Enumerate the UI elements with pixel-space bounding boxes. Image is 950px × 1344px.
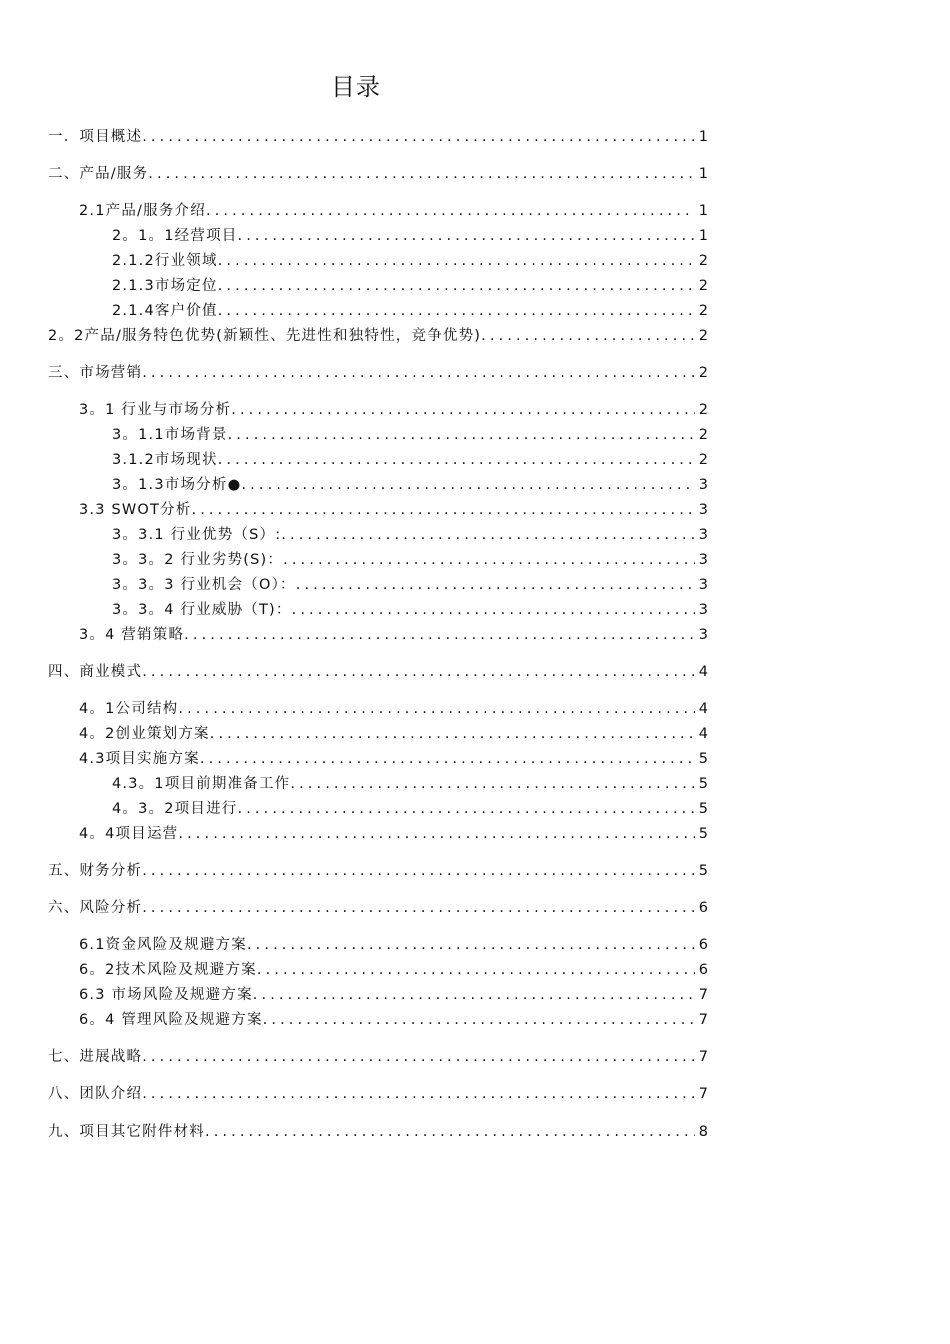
toc-page-number: 1 [698,203,708,219]
toc-entry[interactable] [79,698,708,720]
toc-leader [283,549,695,571]
toc-entry-text: 3。4 营销策略 [79,627,185,643]
toc-entry[interactable] [48,1083,708,1105]
toc-page-number: 3 [698,477,708,493]
toc-entry-text: 3。3。3 行业机会（O）： [112,577,296,593]
toc-entry[interactable] [79,748,708,770]
toc-page-number: 7 [698,987,708,1003]
toc-page-number: 7 [698,1086,708,1102]
toc-entry-text: 6.3 市场风险及规避方案 [79,987,253,1003]
toc-entry-text: 3。1.1市场背景 [112,427,228,443]
toc-entry-text: 4。1公司结构 [79,701,179,717]
toc-entry[interactable] [48,362,708,384]
toc-entry[interactable] [112,524,708,546]
toc-entry-text: 2。1。1经营项目 [112,228,238,244]
toc-title: 目录 [331,73,381,101]
toc-entry[interactable] [79,200,708,222]
toc-page-number: 7 [698,1049,708,1065]
toc-leader [205,1121,695,1143]
toc-page-number: 7 [698,1012,708,1028]
toc-entry[interactable] [48,126,708,148]
toc-leader [237,225,694,247]
toc-page-number: 2 [698,402,708,418]
toc-entry[interactable] [48,661,708,683]
toc-entry-text: 2.1.3市场定位 [112,278,218,294]
toc-entry-text: 6。4 管理风险及规避方案 [79,1012,263,1028]
toc-entry-text: 4。2创业策划方案 [79,726,210,742]
toc-leader [142,126,695,148]
toc-leader [253,984,695,1006]
toc-page-number: 3 [698,627,708,643]
toc-entry[interactable] [79,624,708,646]
toc-entry-text: 4。4项目运营 [79,826,179,842]
toc-entry-text: 2.1.4客户价值 [112,303,218,319]
toc-entry-text: 4.3。1项目前期准备工作 [112,776,291,792]
toc-entry-text: 3。1 行业与市场分析 [79,402,232,418]
toc-leader [142,1046,695,1068]
toc-leader [241,474,694,496]
toc-entry-text: 2.1.2行业领域 [112,253,218,269]
toc-page-number: 6 [698,937,708,953]
toc-leader [142,897,695,919]
toc-page-number: 4 [698,664,708,680]
toc-page-number: 5 [698,863,708,879]
toc-entry[interactable] [48,897,708,919]
toc-page-number: 2 [698,278,708,294]
toc-leader [481,325,695,347]
toc-entry-text: 一．项目概述 [48,129,143,145]
toc-leader [296,574,695,596]
toc-entry-text: 六、风险分析 [48,900,143,916]
toc-entry-text: 2.1产品/服务介绍 [79,203,206,219]
toc-entry[interactable] [112,225,708,247]
toc-entry[interactable] [79,1009,708,1031]
toc-entry-text: 七、进展战略 [48,1049,143,1065]
toc-entry[interactable] [112,574,708,596]
toc-entry[interactable] [79,399,708,421]
toc-leader [142,661,695,683]
toc-entry-text: 3。3.1 行业优势（S）: [112,527,282,543]
toc-page-number: 3 [698,527,708,543]
toc-entry[interactable] [112,773,708,795]
toc-entry[interactable] [112,449,708,471]
toc-entry[interactable] [112,798,708,820]
toc-page-number: 1 [698,166,708,182]
toc-entry-text: 3。3。2 行业劣势(S)： [112,552,284,568]
toc-page-number: 2 [698,365,708,381]
toc-page-number: 1 [698,129,708,145]
toc-page-number: 8 [698,1124,708,1140]
toc-leader [218,300,695,322]
toc-leader [142,1083,695,1105]
toc-page-number: 2 [698,303,708,319]
toc-leader [281,524,694,546]
toc-entry[interactable] [79,934,708,956]
toc-entry[interactable] [112,275,708,297]
toc-leader [178,823,694,845]
toc-page-number: 6 [698,900,708,916]
toc-leader [237,798,694,820]
toc-entry[interactable] [48,1121,708,1143]
toc-page-number: 3 [698,552,708,568]
toc-entry[interactable] [79,499,708,521]
toc-entry[interactable] [112,250,708,272]
toc-page-number: 3 [698,577,708,593]
toc-entry-text: 3.1.2市场现状 [112,452,218,468]
toc-page-number: 5 [698,751,708,767]
toc-leader [257,959,695,981]
toc-leader [218,275,695,297]
toc-entry[interactable] [79,959,708,981]
toc-entry[interactable] [79,823,708,845]
toc-leader [228,424,695,446]
toc-leader [210,723,695,745]
toc-entry-text: 三、市场营销 [48,365,143,381]
toc-page-number: 4 [698,726,708,742]
toc-page-number: 2 [698,452,708,468]
toc-leader [218,250,695,272]
toc-page-number: 4 [698,701,708,717]
toc-entry-text: 3。1.3市场分析● [112,477,242,493]
toc-entry-text: 五、财务分析 [48,863,143,879]
toc-page-number: 5 [698,801,708,817]
toc-entry-text: 3.3 SWOT分析 [79,502,192,518]
toc-page-number: 3 [698,502,708,518]
toc-entry-text: 九、项目其它附件材料 [48,1124,205,1140]
toc-leader [290,773,694,795]
toc-page-number: 6 [698,962,708,978]
toc-entry[interactable] [48,1046,708,1068]
toc-entry-text: 2。2产品/服务特色优势(新颖性、先进性和独特性，竞争优势) [48,328,482,344]
toc-page-number: 2 [698,427,708,443]
toc-entry[interactable] [112,549,708,571]
toc-leader [142,362,695,384]
toc-entry-text: 4。3。2项目进行 [112,801,238,817]
toc-entry[interactable] [112,424,708,446]
toc-entry-text: 四、商业模式 [48,664,143,680]
toc-entry[interactable] [79,984,708,1006]
toc-leader [247,934,695,956]
toc-entry-text: 3。3。4 行业威胁（T)： [112,602,292,618]
toc-entry[interactable] [79,723,708,745]
toc-page-number: 5 [698,776,708,792]
toc-leader [148,163,694,185]
toc-entry[interactable] [112,599,708,621]
toc-leader [142,860,695,882]
toc-page-number: 3 [698,602,708,618]
toc-entry[interactable] [48,860,708,882]
toc-entry-text: 4.3项目实施方案 [79,751,200,767]
toc-leader [218,449,695,471]
toc-entry-text: 八、团队介绍 [48,1086,143,1102]
toc-page-number: 5 [698,826,708,842]
toc-entry[interactable] [112,300,708,322]
toc-page-number: 1 [698,228,708,244]
toc-leader [191,499,694,521]
toc-leader [231,399,695,421]
toc-leader [184,624,695,646]
toc-leader [263,1009,695,1031]
toc-entry[interactable] [48,325,708,347]
toc-entry-text: 6。2技术风险及规避方案 [79,962,257,978]
toc-leader [200,748,695,770]
toc-page-number: 2 [698,328,708,344]
toc-leader [292,599,695,621]
toc-leader [206,200,695,222]
toc-entry[interactable] [48,163,708,185]
toc-entry[interactable] [112,474,708,496]
toc-page-number: 2 [698,253,708,269]
toc-entry-text: 二、产品/服务 [48,166,149,182]
toc-leader [178,698,694,720]
toc-entry-text: 6.1资金风险及规避方案 [79,937,247,953]
